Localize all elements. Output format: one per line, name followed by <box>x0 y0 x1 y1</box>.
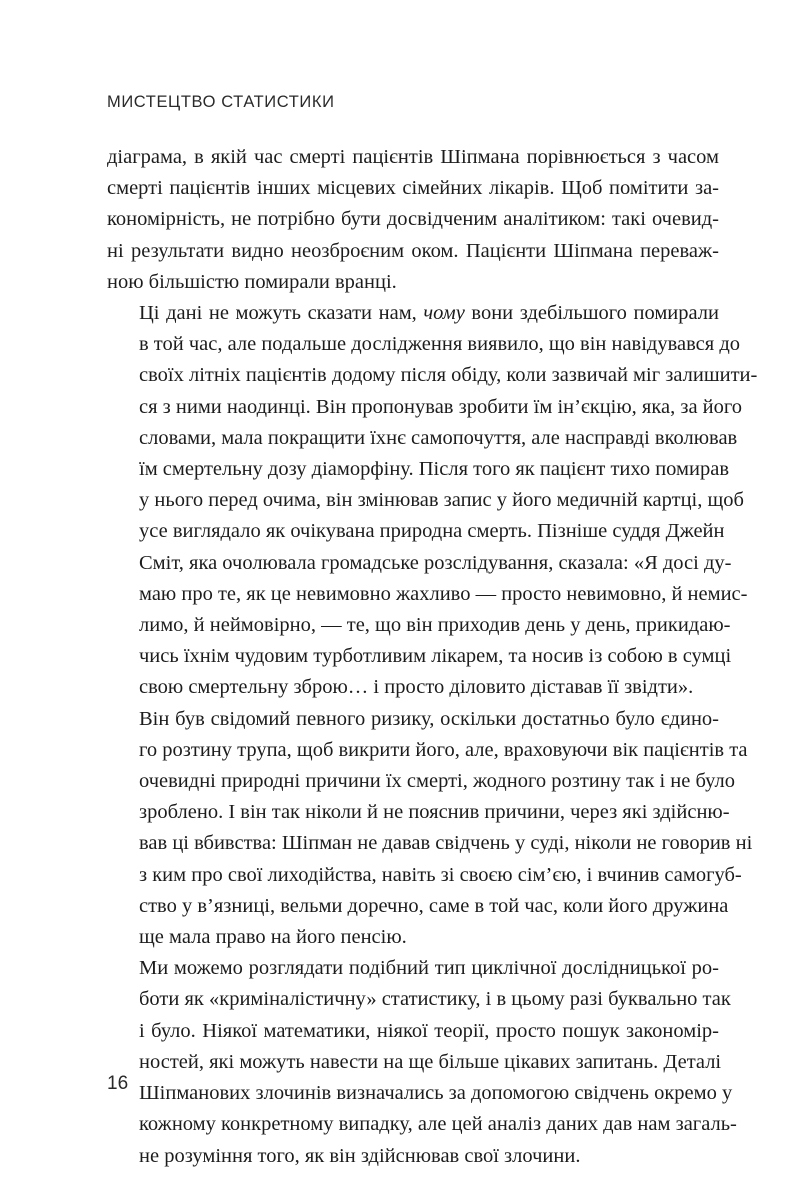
text-line: го розтину трупа, щоб викрити його, але, враховуючи вік пацієнтів та <box>139 738 748 761</box>
text-line: з ким про свої лиходійства, навіть зі своєю сім’єю, і вчинив самогуб- <box>139 863 742 886</box>
text-line: ство у в’язниці, вельми доречно, саме в той час, коли його дружина <box>139 894 729 917</box>
text-line: і було. Ніякої математики, ніякої теорії, просто пошук закономір- <box>139 1019 719 1042</box>
text-line: свою смертельну зброю… і просто діловито діставав її звідти». <box>139 676 694 699</box>
text-line: маю про те, як це невимовно жахливо — просто невимовно, й немис- <box>139 582 748 605</box>
text-line: усе виглядало як очікувана природна смерть. Пізніше суддя Джейн <box>139 520 725 543</box>
text-line: Сміт, яка очолювала громадське розслідування, сказала: «Я досі ду- <box>139 551 732 574</box>
text-line: ною більшістю помирали вранці. <box>107 270 397 293</box>
text-line: ще мала право на його пенсію. <box>139 926 407 949</box>
text-line: ні результати видно неозброєним оком. Пацієнти Шіпмана переваж- <box>107 239 719 262</box>
text-line: зроблено. І він так ніколи й не пояснив причини, через які здійсню- <box>139 801 730 824</box>
text-line: своїх літніх пацієнтів додому після обіду, коли зазвичай міг залишити- <box>139 364 758 387</box>
text-line: лимо, й неймовірно, — те, що він приходив день у день, прикидаю- <box>139 614 731 637</box>
text-line: очевидні природні причини їх смерті, жодного розтину так і не було <box>139 770 735 793</box>
text-line: ностей, які можуть навести на ще більше цікавих запитань. Деталі <box>139 1050 722 1073</box>
text-line: ся з ними наодинці. Він пропонував зробити їм ін’єкцію, яка, за його <box>139 395 743 418</box>
paragraph-4 <box>107 953 737 1171</box>
text-line-with-italic: Ці дані не можуть сказати нам, чому вони здебільшого помирали <box>139 302 719 325</box>
text-line: чись їхнім чудовим турботливим лікарем, та носив із собою в сумці <box>139 645 732 668</box>
paragraph-3 <box>107 704 753 954</box>
running-head: МИСТЕЦТВО СТАТИСТИКИ <box>107 93 335 111</box>
emphasized-word: чому <box>423 302 465 325</box>
text-line: не розуміння того, як він здійснював свої злочини. <box>139 1144 581 1167</box>
text-line: кожному конкретному випадку, але цей аналіз даних дав нам загаль- <box>139 1113 737 1136</box>
text-line: Ми можемо розглядати подібний тип циклічної дослідницької ро- <box>139 957 719 980</box>
text-line: словами, мала покращити їхнє самопочуття, але насправді вколював <box>139 426 738 449</box>
paragraph-2 <box>107 298 758 704</box>
text-line: їм смертельну дозу діаморфіну. Після того як пацієнт тихо помирав <box>139 458 730 481</box>
text-line: Шіпманових злочинів визначались за допомогою свідчень окремо у <box>139 1082 733 1105</box>
page-number: 16 <box>107 1073 129 1094</box>
text-line: в той час, але подальше дослідження виявило, що він навідувався до <box>139 333 741 356</box>
paragraph-1 <box>107 142 719 298</box>
text-line: діаграма, в якій час смерті пацієнтів Шіпмана порівнюється з часом <box>107 146 719 168</box>
text-line: у нього перед очима, він змінював запис у його медичній картці, щоб <box>139 489 744 512</box>
text-line: вав ці вбивства: Шіпман не давав свідчень у суді, ніколи не говорив ні <box>139 832 753 855</box>
body-text <box>107 142 758 1172</box>
text-line: Він був свідомий певного ризику, оскільки достатньо було єдино- <box>139 707 719 730</box>
text-line: боти як «криміналістичну» статистику, і в цьому разі буквально так <box>139 988 731 1011</box>
text-line: смерті пацієнтів інших місцевих сімейних лікарів. Щоб помітити за- <box>107 177 719 200</box>
text-line: кономірність, не потрібно бути досвідченим аналітиком: такі очевид- <box>107 208 719 231</box>
